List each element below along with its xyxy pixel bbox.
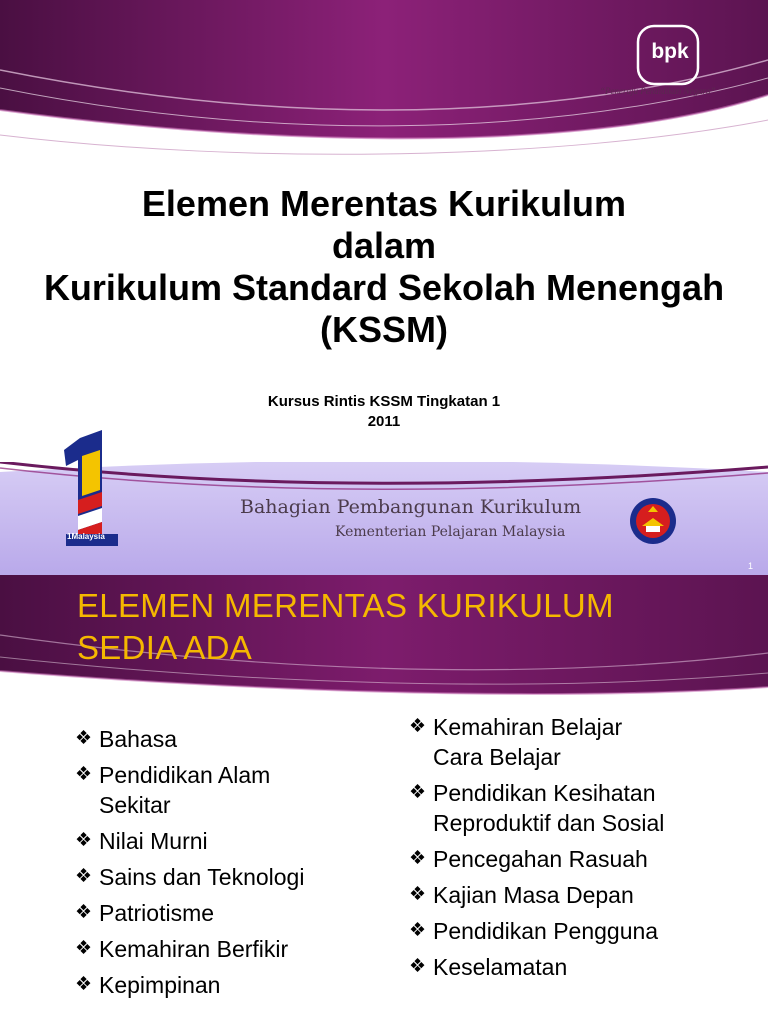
left-bullet-list (75, 724, 375, 1006)
list-item (409, 778, 733, 838)
list-item (75, 898, 375, 928)
title-line: (KSSM) (320, 309, 448, 350)
list-item (409, 844, 739, 874)
title-line: Kurikulum Standard Sekolah Menengah (43, 267, 725, 308)
bpk-logo-text: bpk (651, 40, 689, 63)
list-item (75, 862, 375, 892)
subtitle-line: 2011 (367, 413, 401, 430)
list-item (75, 760, 329, 820)
diamond-bullet-icon: ❖ (409, 884, 427, 905)
list-item-label: Kajian Masa Depan (433, 882, 634, 908)
list-item (75, 934, 375, 964)
list-item-label: Kepimpinan (99, 972, 221, 998)
page-number: 1 (748, 561, 754, 571)
title-line: ELEMEN MERENTAS KURIKULUM (77, 587, 614, 624)
list-item (75, 970, 375, 1000)
list-item-label: Pendidikan Alam Sekitar (99, 762, 271, 818)
list-item-label: Kemahiran Berfikir (99, 936, 289, 962)
list-item (409, 952, 739, 982)
list-item-label: Patriotisme (99, 900, 215, 926)
list-item-label: Pencegahan Rasuah (433, 846, 648, 872)
list-item-label: Bahasa (99, 726, 178, 752)
diamond-bullet-icon: ❖ (75, 728, 93, 749)
diamond-bullet-icon: ❖ (75, 938, 93, 959)
title-line: Elemen Merentas Kurikulum (141, 183, 627, 224)
diamond-bullet-icon: ❖ (75, 866, 93, 887)
list-item (409, 880, 739, 910)
diamond-bullet-icon: ❖ (409, 956, 427, 977)
list-item-label: Kemahiran Belajar Cara Belajar (433, 714, 623, 770)
banner-ministry: Kementerian Pelajaran Malaysia (335, 524, 566, 540)
diamond-bullet-icon: ❖ (409, 920, 427, 941)
banner-department: Bahagian Pembangunan Kurikulum (240, 496, 582, 518)
list-item (75, 826, 375, 856)
list-item (409, 916, 739, 946)
diamond-bullet-icon: ❖ (75, 974, 93, 995)
diamond-bullet-icon: ❖ (409, 716, 427, 737)
subtitle-line: Kursus Rintis KSSM Tingkatan 1 (267, 393, 501, 410)
slide1-subtitle (0, 392, 768, 432)
slide2-title (77, 585, 757, 669)
title-line: SEDIA ADA (77, 629, 253, 666)
kpm-crest-icon (628, 496, 678, 546)
list-item (409, 712, 673, 772)
list-item-label: Nilai Murni (99, 828, 208, 854)
list-item-label: Sains dan Teknologi (99, 864, 305, 890)
list-item (75, 724, 375, 754)
right-bullet-list (409, 712, 739, 988)
list-item-label: Pendidikan Kesihatan Reproduktif dan Sosial (433, 780, 665, 836)
diamond-bullet-icon: ❖ (409, 848, 427, 869)
diamond-bullet-icon: ❖ (75, 902, 93, 923)
bpk-tagline: “Peneraju Pendidikan Negara” (600, 86, 716, 96)
diamond-bullet-icon: ❖ (409, 782, 427, 803)
slide1-title (0, 183, 768, 351)
one-malaysia-label: 1Malaysia (67, 532, 105, 541)
list-item-label: Pendidikan Pengguna (433, 918, 659, 944)
list-item-label: Keselamatan (433, 954, 568, 980)
diamond-bullet-icon: ❖ (75, 830, 93, 851)
diamond-bullet-icon: ❖ (75, 764, 93, 785)
title-line: dalam (331, 225, 437, 266)
content-slide (0, 575, 768, 1024)
